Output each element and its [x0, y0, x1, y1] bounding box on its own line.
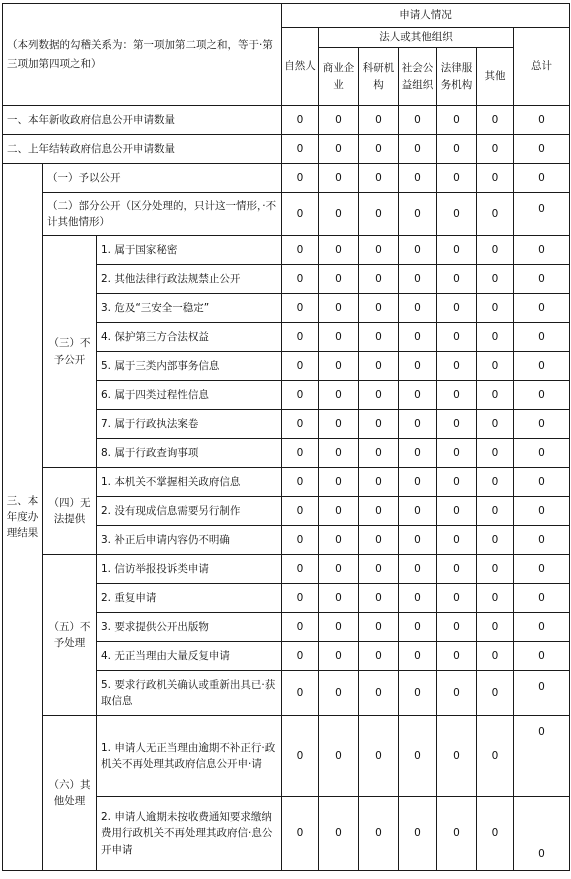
- value-cell: 0: [437, 671, 477, 716]
- value-cell: 0: [282, 106, 319, 135]
- reason-row: 1. 本机关不掌握相关政府信息: [97, 468, 282, 497]
- value-cell: 0: [359, 526, 399, 555]
- value-cell: 0: [319, 381, 359, 410]
- reason-row: 3. 危及“三安全一稳定”: [97, 294, 282, 323]
- reason-row: 2. 重复申请: [97, 584, 282, 613]
- value-cell: 0: [282, 642, 319, 671]
- value-cell: 0: [399, 716, 437, 797]
- value-cell: 0: [319, 555, 359, 584]
- value-cell: 0: [359, 439, 399, 468]
- value-cell: 0: [477, 439, 514, 468]
- reason-row: 5. 属于三类内部事务信息: [97, 352, 282, 381]
- value-cell: 0: [282, 410, 319, 439]
- value-cell: 0: [514, 410, 570, 439]
- value-cell: 0: [514, 584, 570, 613]
- value-cell: 0: [319, 526, 359, 555]
- value-cell: 0: [399, 439, 437, 468]
- legal-org-header: 法人或其他组织: [319, 28, 514, 48]
- value-cell: 0: [514, 439, 570, 468]
- value-cell: 0: [282, 468, 319, 497]
- value-cell: 0: [437, 265, 477, 294]
- reason-row: 2. 没有现成信息需要另行制作: [97, 497, 282, 526]
- value-cell: 0: [399, 613, 437, 642]
- total-header: 总计: [514, 28, 570, 106]
- value-cell: 0: [282, 381, 319, 410]
- value-cell: 0: [437, 468, 477, 497]
- reason-row: 6. 属于四类过程性信息: [97, 381, 282, 410]
- value-cell: 0: [437, 352, 477, 381]
- value-cell: 0: [477, 526, 514, 555]
- value-cell: 0: [282, 497, 319, 526]
- natural-person-header: 自然人: [282, 28, 319, 106]
- value-cell: 0: [437, 164, 477, 193]
- value-cell: 0: [477, 323, 514, 352]
- value-cell: 0: [359, 797, 399, 871]
- value-cell: 0: [477, 265, 514, 294]
- value-cell: 0: [399, 294, 437, 323]
- value-cell: 0: [282, 323, 319, 352]
- value-cell: 0: [319, 193, 359, 236]
- value-cell: 0: [514, 797, 570, 871]
- value-cell: 0: [514, 106, 570, 135]
- value-cell: 0: [514, 193, 570, 236]
- value-cell: 0: [319, 265, 359, 294]
- value-cell: 0: [477, 797, 514, 871]
- value-cell: 0: [437, 381, 477, 410]
- social-header: 社会公益组织: [399, 48, 437, 106]
- value-cell: 0: [319, 468, 359, 497]
- reason-row: 2. 其他法律行政法规禁止公开: [97, 265, 282, 294]
- value-cell: 0: [477, 193, 514, 236]
- value-cell: 0: [477, 106, 514, 135]
- value-cell: 0: [514, 294, 570, 323]
- value-cell: 0: [319, 352, 359, 381]
- value-cell: 0: [437, 613, 477, 642]
- reason-row: 5. 要求行政机关确认或重新出具已·获取信息: [97, 671, 282, 716]
- value-cell: 0: [319, 439, 359, 468]
- value-cell: 0: [399, 410, 437, 439]
- value-cell: 0: [282, 555, 319, 584]
- value-cell: 0: [282, 294, 319, 323]
- reason-row: 1. 申请人无正当理由逾期不补正行·政机关不再处理其政府信息公开申·请: [97, 716, 282, 797]
- value-cell: 0: [319, 106, 359, 135]
- value-cell: 0: [477, 135, 514, 164]
- reason-row: 1. 属于国家秘密: [97, 236, 282, 265]
- value-cell: 0: [359, 352, 399, 381]
- value-cell: 0: [319, 613, 359, 642]
- commercial-header: 商业企业: [319, 48, 359, 106]
- value-cell: 0: [319, 671, 359, 716]
- value-cell: 0: [282, 439, 319, 468]
- value-cell: 0: [282, 193, 319, 236]
- value-cell: 0: [282, 352, 319, 381]
- other-header: 其他: [477, 48, 514, 106]
- legal-service-header: 法律服务机构: [437, 48, 477, 106]
- group-not-processed: （五）不予处理: [43, 555, 97, 716]
- value-cell: 0: [282, 584, 319, 613]
- value-cell: 0: [399, 193, 437, 236]
- value-cell: 0: [359, 716, 399, 797]
- value-cell: 0: [282, 671, 319, 716]
- value-cell: 0: [514, 381, 570, 410]
- applicant-header: 申请人情况: [282, 4, 570, 28]
- value-cell: 0: [399, 468, 437, 497]
- value-cell: 0: [319, 497, 359, 526]
- reason-row: 4. 保护第三方合法权益: [97, 323, 282, 352]
- value-cell: 0: [399, 323, 437, 352]
- value-cell: 0: [282, 526, 319, 555]
- value-cell: 0: [514, 323, 570, 352]
- value-cell: 0: [319, 164, 359, 193]
- value-cell: 0: [359, 584, 399, 613]
- value-cell: 0: [359, 106, 399, 135]
- value-cell: 0: [399, 352, 437, 381]
- reason-row: 1. 信访举报投诉类申请: [97, 555, 282, 584]
- value-cell: 0: [477, 642, 514, 671]
- value-cell: 0: [399, 797, 437, 871]
- application-stats-table: [2, 3, 570, 871]
- value-cell: 0: [359, 294, 399, 323]
- value-cell: 0: [477, 236, 514, 265]
- value-cell: 0: [437, 410, 477, 439]
- value-cell: 0: [477, 716, 514, 797]
- value-cell: 0: [399, 164, 437, 193]
- value-cell: 0: [359, 613, 399, 642]
- row-processing-results: 三、本年度办理结果: [3, 164, 43, 871]
- value-cell: 0: [399, 381, 437, 410]
- value-cell: 0: [319, 323, 359, 352]
- value-cell: 0: [399, 671, 437, 716]
- group-not-disclosed: （三）不予公开: [43, 236, 97, 468]
- reason-row: 2. 申请人逾期未按收费通知要求缴纳费用行政机关不再处理其政府信·息公开申请: [97, 797, 282, 871]
- value-cell: 0: [359, 497, 399, 526]
- value-cell: 0: [437, 584, 477, 613]
- value-cell: 0: [437, 106, 477, 135]
- value-cell: 0: [477, 381, 514, 410]
- value-cell: 0: [399, 236, 437, 265]
- row-disclosed: （一）予以公开: [43, 164, 282, 193]
- group-unable-to-provide: （四）无法提供: [43, 468, 97, 555]
- value-cell: 0: [437, 497, 477, 526]
- value-cell: 0: [514, 468, 570, 497]
- value-cell: 0: [437, 555, 477, 584]
- research-header: 科研机构: [359, 48, 399, 106]
- value-cell: 0: [477, 468, 514, 497]
- value-cell: 0: [437, 797, 477, 871]
- value-cell: 0: [359, 671, 399, 716]
- value-cell: 0: [359, 193, 399, 236]
- value-cell: 0: [359, 135, 399, 164]
- value-cell: 0: [399, 584, 437, 613]
- reason-row: 3. 补正后申请内容仍不明确: [97, 526, 282, 555]
- value-cell: 0: [282, 265, 319, 294]
- value-cell: 0: [437, 526, 477, 555]
- value-cell: 0: [477, 294, 514, 323]
- value-cell: 0: [359, 410, 399, 439]
- value-cell: 0: [514, 716, 570, 797]
- value-cell: 0: [477, 352, 514, 381]
- group-other-processing: （六）其他处理: [43, 716, 97, 871]
- value-cell: 0: [359, 265, 399, 294]
- row-new-applications: 一、本年新收政府信息公开申请数量: [3, 106, 282, 135]
- value-cell: 0: [359, 642, 399, 671]
- value-cell: 0: [399, 497, 437, 526]
- reason-row: 4. 无正当理由大量反复申请: [97, 642, 282, 671]
- value-cell: 0: [319, 410, 359, 439]
- value-cell: 0: [399, 555, 437, 584]
- value-cell: 0: [399, 642, 437, 671]
- value-cell: 0: [437, 193, 477, 236]
- reason-row: 7. 属于行政执法案卷: [97, 410, 282, 439]
- value-cell: 0: [514, 265, 570, 294]
- value-cell: 0: [282, 797, 319, 871]
- row-partially-disclosed: （二）部分公开（区分处理的，只计这一情形，·不计其他情形）: [43, 193, 282, 236]
- value-cell: 0: [514, 555, 570, 584]
- value-cell: 0: [399, 106, 437, 135]
- value-cell: 0: [437, 236, 477, 265]
- value-cell: 0: [319, 294, 359, 323]
- reason-row: 8. 属于行政查询事项: [97, 439, 282, 468]
- value-cell: 0: [319, 716, 359, 797]
- value-cell: 0: [359, 555, 399, 584]
- value-cell: 0: [437, 135, 477, 164]
- table-note: （本列数据的勾稽关系为：第一项加第二项之和，等于·第三项加第四项之和）: [3, 4, 282, 106]
- value-cell: 0: [514, 352, 570, 381]
- value-cell: 0: [514, 236, 570, 265]
- row-carried-over: 二、上年结转政府信息公开申请数量: [3, 135, 282, 164]
- value-cell: 0: [319, 642, 359, 671]
- value-cell: 0: [282, 716, 319, 797]
- value-cell: 0: [514, 613, 570, 642]
- value-cell: 0: [437, 439, 477, 468]
- value-cell: 0: [477, 497, 514, 526]
- value-cell: 0: [282, 613, 319, 642]
- value-cell: 0: [514, 526, 570, 555]
- value-cell: 0: [437, 716, 477, 797]
- value-cell: 0: [359, 381, 399, 410]
- value-cell: 0: [399, 526, 437, 555]
- value-cell: 0: [282, 236, 319, 265]
- value-cell: 0: [477, 555, 514, 584]
- value-cell: 0: [477, 613, 514, 642]
- value-cell: 0: [282, 135, 319, 164]
- value-cell: 0: [319, 797, 359, 871]
- value-cell: 0: [359, 236, 399, 265]
- value-cell: 0: [319, 135, 359, 164]
- value-cell: 0: [359, 468, 399, 497]
- value-cell: 0: [437, 323, 477, 352]
- value-cell: 0: [319, 584, 359, 613]
- value-cell: 0: [437, 294, 477, 323]
- value-cell: 0: [477, 164, 514, 193]
- value-cell: 0: [514, 642, 570, 671]
- value-cell: 0: [514, 164, 570, 193]
- value-cell: 0: [514, 671, 570, 716]
- value-cell: 0: [514, 135, 570, 164]
- value-cell: 0: [319, 236, 359, 265]
- value-cell: 0: [282, 164, 319, 193]
- value-cell: 0: [359, 323, 399, 352]
- value-cell: 0: [359, 164, 399, 193]
- reason-row: 3. 要求提供公开出版物: [97, 613, 282, 642]
- value-cell: 0: [514, 497, 570, 526]
- value-cell: 0: [477, 671, 514, 716]
- value-cell: 0: [399, 135, 437, 164]
- value-cell: 0: [437, 642, 477, 671]
- value-cell: 0: [477, 584, 514, 613]
- value-cell: 0: [477, 410, 514, 439]
- value-cell: 0: [399, 265, 437, 294]
